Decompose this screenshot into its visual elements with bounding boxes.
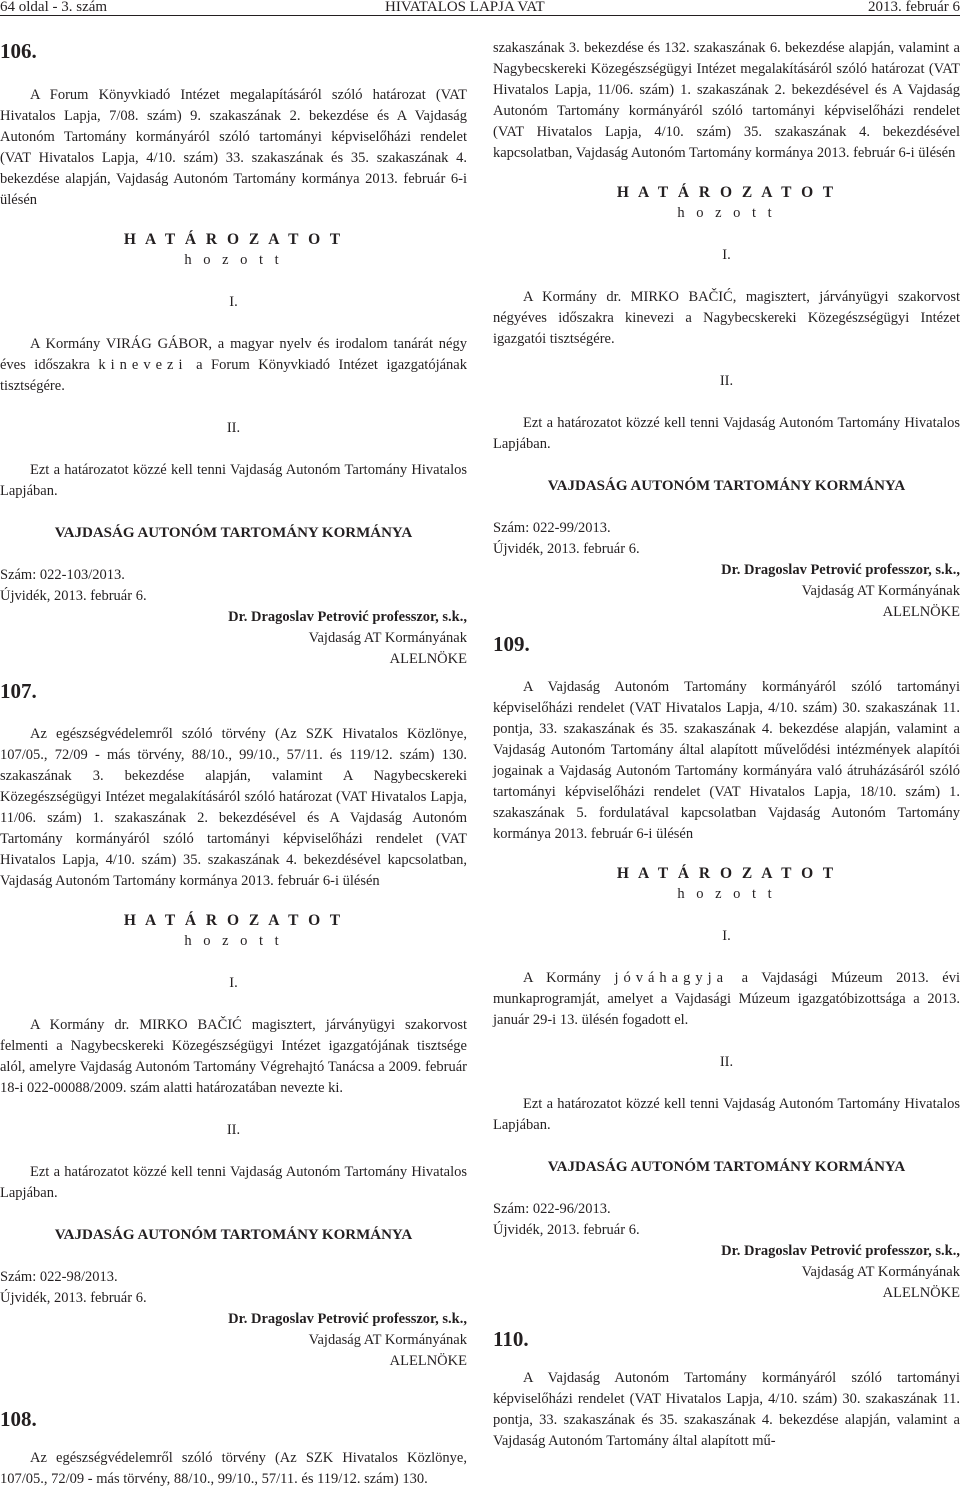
header-page-number: 64 oldal - 3. szám — [0, 0, 108, 15]
decision-107-text-1: A Kormány dr. MIRKO BAČIĆ magisztert, járványügyi szakorvost felmenti a Nagybecskereki Közegészségügyi Intézet igazgatójának tisztsége alól, amelyre Vajdaság Autonóm Tartomány Végrehajtó Tanácsa a 2009. február 18-i 022-00088/2009. szám alatti határozatában nevezte ki. — [0, 1017, 467, 1096]
page-header — [0, 0, 960, 14]
left-column — [0, 38, 467, 1490]
decision-108-hozott: h o z o t t — [677, 205, 776, 221]
decision-106-hozott: h o z o t t — [184, 252, 283, 268]
decision-108-number: Szám: 022-99/2013. — [493, 520, 611, 536]
header-date: 2013. február 6 — [867, 0, 960, 15]
decision-109-text-2: Ezt a határozatot közzé kell tenni Vajdaság Autonóm Tartomány Hivatalos Lapjában. — [493, 1096, 960, 1133]
decision-number-110: 110. — [493, 1327, 529, 1351]
decision-109-date: Újvidék, 2013. február 6. — [493, 1222, 640, 1238]
decision-106-government: VAJDASÁG AUTONÓM TARTOMÁNY KORMÁNYA — [54, 525, 413, 541]
decision-107-hozott: h o z o t t — [184, 933, 283, 949]
decision-106-preamble: A Forum Könyvkiadó Intézet megalapításáról szóló határozat (VAT Hivatalos Lapja, 7/08. szám) 9. szakaszának 2. bekezdése és A Vajdaság Autonóm Tartomány kormányáról szóló tartományi képviselőházi rendelet (VAT Hivatalos Lapja, 4/10. szám) 33. szakaszának és 35. szakaszának 4. bekezdése alapján, Vajdaság Autonóm Tartomány kormánya 2013. február 6-i ülésén — [0, 87, 467, 208]
decision-108-section-1: I. — [722, 247, 731, 263]
decision-106-section-1: I. — [229, 294, 238, 310]
decision-number-107: 107. — [0, 679, 37, 703]
decision-108-text-2: Ezt a határozatot közzé kell tenni Vajdaság Autonóm Tartomány Hivatalos Lapjában. — [493, 415, 960, 452]
header-divider — [0, 15, 960, 16]
decision-106-number: Szám: 022-103/2013. — [0, 567, 125, 583]
decision-109-signatory: Dr. Dragoslav Petrović professzor, s.k., — [721, 1243, 960, 1259]
decision-107-section-2: II. — [226, 1122, 241, 1138]
decision-107-government: VAJDASÁG AUTONÓM TARTOMÁNY KORMÁNYA — [54, 1227, 413, 1243]
decision-106-heading: H A T Á R O Z A T O T — [123, 231, 344, 248]
decision-106-section-2: II. — [226, 420, 241, 436]
decision-107-text-2: Ezt a határozatot közzé kell tenni Vajdaság Autonóm Tartomány Hivatalos Lapjában. — [0, 1164, 467, 1201]
decision-107-signatory-role: Vajdaság AT Kormányának — [308, 1332, 467, 1348]
decision-108-heading: H A T Á R O Z A T O T — [616, 184, 837, 201]
decision-109-section-1: I. — [722, 928, 731, 944]
decision-106-signatory-role: Vajdaság AT Kormányának — [308, 630, 467, 646]
decision-108-section-2: II. — [719, 373, 734, 389]
right-column — [493, 38, 960, 1452]
decision-108-date: Újvidék, 2013. február 6. — [493, 541, 640, 557]
decision-107-preamble: Az egészségvédelemről szóló törvény (Az SZK Hivatalos Közlönye, 107/05., 72/09 - más törvény, 88/10., 99/10., 57/11. és 119/12. szám) 130. szakaszának 3. bekezdése alapján, valamint A Nagybecskereki Közegészségügyi Intézet megalakításáról szóló határozat (VAT Hivatalos Lapja, 11/06. szám) 1. szakaszának 2. bekezdésével és A Vajdaság Autonóm Tartomány kormányáról szóló tartományi képviselőházi rendelet (VAT Hivatalos Lapja, 4/10. szám) 35. szakaszának 4. bekezdésével kapcsolatban, Vajdaság Autonóm Tartomány kormánya 2013. február 6-i ülésén — [0, 726, 467, 889]
decision-109-preamble: A Vajdaság Autonóm Tartomány kormányáról szóló tartományi képviselőházi rendelet (VAT Hivatalos Lapja, 4/10. szám) 30. szakaszának 11. pontja, 33. szakaszának és 35. szakaszának 4. bekezdése alapján, valamint a Vajdaság Autonóm Tartomány által alapított művelődési intézmények alapítói jogainak a Vajdaság Autonóm Tartomány kormányára való átruházásáról szóló tartományi képviselőházi rendelet (VAT Hivatalos Lapja, 18/10. szám) 1. szakaszának 5. fordulatával kapcsolatban Vajdaság Autonóm Tartomány kormánya 2013. február 6-i ülésén — [493, 679, 960, 842]
decision-107-signatory: Dr. Dragoslav Petrović professzor, s.k., — [228, 1311, 467, 1327]
decision-108-government: VAJDASÁG AUTONÓM TARTOMÁNY KORMÁNYA — [547, 478, 906, 494]
decision-107-heading: H A T Á R O Z A T O T — [123, 912, 344, 929]
decision-106-signatory: Dr. Dragoslav Petrović professzor, s.k., — [228, 609, 467, 625]
decision-106-text-2: Ezt a határozatot közzé kell tenni Vajdaság Autonóm Tartomány Hivatalos Lapjában. — [0, 462, 467, 499]
decision-108-signatory-role: Vajdaság AT Kormányának — [801, 583, 960, 599]
decision-107-number: Szám: 022-98/2013. — [0, 1269, 118, 1285]
decision-106-signatory-title: ALELNÖKE — [389, 651, 467, 667]
decision-number-106: 106. — [0, 39, 37, 63]
decision-108-preamble-cont: szakaszának 3. bekezdése és 132. szakaszának 6. bekezdése alapján, valamint a Nagybecskereki Közegészségügyi Intézet megalakításáról szóló határozat (VAT Hivatalos Lapja, 11/06. szám) 1. szakaszának 2. bekezdésével és A Vajdaság Autonóm Tartomány kormányáról szóló tartományi képviselőházi rendelet (VAT Hivatalos Lapja, 4/10. szám) 35. szakaszának 4. bekezdésével kapcsolatban, Vajdaság Autonóm Tartomány kormánya 2013. február 6-i ülésén — [493, 40, 960, 161]
decision-109-section-2: II. — [719, 1054, 734, 1070]
decision-106-date: Újvidék, 2013. február 6. — [0, 588, 147, 604]
decision-108-signatory-title: ALELNÖKE — [882, 604, 960, 620]
decision-108-signatory: Dr. Dragoslav Petrović professzor, s.k., — [721, 562, 960, 578]
decision-107-signatory-title: ALELNÖKE — [389, 1353, 467, 1369]
decision-108-text-1: A Kormány dr. MIRKO BAČIĆ, magisztert, járványügyi szakorvost négyéves időszakra kinevezi a Nagybecskereki Közegészségügyi Intézet igazgatói tisztségére. — [493, 289, 960, 347]
decision-109-signatory-title: ALELNÖKE — [882, 1285, 960, 1301]
decision-109-number: Szám: 022-96/2013. — [493, 1201, 611, 1217]
decision-109-government: VAJDASÁG AUTONÓM TARTOMÁNY KORMÁNYA — [547, 1159, 906, 1175]
decision-110-preamble-start: A Vajdaság Autonóm Tartomány kormányáról szóló tartományi képviselőházi rendelet (VAT Hivatalos Lapja, 4/10. szám) 30. szakaszának 11. pontja, 33. szakaszának és 35. szakaszának 4. bekezdése alapján, valamint a Vajdaság Autonóm Tartomány által alapított mű- — [493, 1370, 960, 1449]
decision-109-text-1: A Kormány jóváhagyja a Vajdasági Múzeum 2013. évi munkaprogramját, amelyet a Vajdasági Múzeum igazgatóbizottsága a 2013. január 29-i 13. ülésén fogadott el. — [493, 970, 960, 1028]
decision-108-preamble-start: Az egészségvédelemről szóló törvény (Az SZK Hivatalos Közlönye, 107/05., 72/09 - más törvény, 88/10., 99/10., 57/11. és 119/12. szám) 130. — [0, 1450, 467, 1487]
decision-number-109: 109. — [493, 632, 530, 656]
decision-109-hozott: h o z o t t — [677, 886, 776, 902]
decision-107-date: Újvidék, 2013. február 6. — [0, 1290, 147, 1306]
decision-number-108: 108. — [0, 1407, 37, 1431]
decision-109-signatory-role: Vajdaság AT Kormányának — [801, 1264, 960, 1280]
decision-106-text-1: A Kormány VIRÁG GÁBOR, a magyar nyelv és irodalom tanárát négy éves időszakra kinevezi a Forum Könyvkiadó Intézet igazgatójának tisztségére. — [0, 336, 467, 394]
decision-107-section-1: I. — [229, 975, 238, 991]
decision-109-heading: H A T Á R O Z A T O T — [616, 865, 837, 882]
header-publication: HIVATALOS LAPJA VAT — [385, 0, 545, 15]
